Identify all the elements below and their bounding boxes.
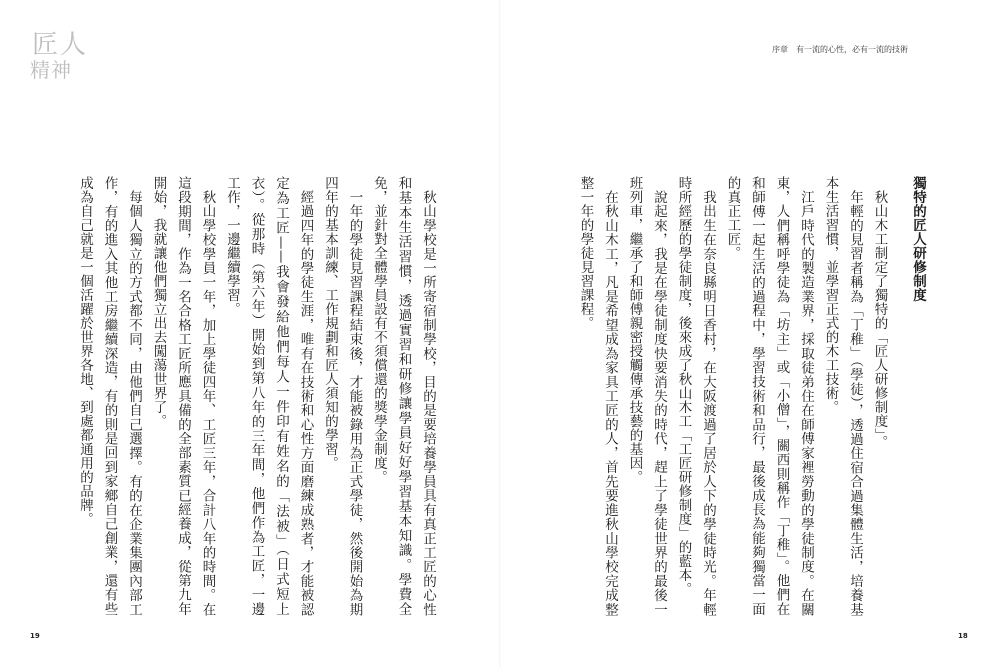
logo-line-1: 匠人 <box>32 30 89 60</box>
paragraph: 我出生在奈良縣明日香村，在大阪渡過了居於人下的學徒時光。年輕時所經歷的學徒制度，後來成了秋山木工「工匠研修制度」的藍本。 <box>675 176 716 616</box>
running-header: 序章 有一流的心性，必有一流的技術 <box>772 45 908 54</box>
paragraph: 每個人獨立的方式都不同，由他們自己選擇。有的在企業集團內部工作，有的進入其他工房繼續深造，有的則是回到家鄉自己創業，還有些成為自己就是一個活躍於世界各地、到處都通用的品牌。 <box>77 176 142 616</box>
section-heading: 獨特的匠人研修制度 <box>910 176 926 302</box>
paragraph: 江戶時代的製造業界，採取徒弟住在師傅家裡勞動的學徒制度。在關東，人們稱呼學徒為「坊主」或「小僧」，關西則稱作「丁稚」。他們在和師傅一起生活的過程中，學習技術和品行，最後成長為能夠獨當一面的真正工匠。 <box>724 176 814 616</box>
paragraph: 經過四年的學徒生涯，唯有在技術和心性方面磨練成熟者，才能被認定為工匠——我會發給他們每人一件印有姓名的「法被」（日式短上衣）。從那時（第六年）開始到第八年的三年間，他們作為工匠，一邊工作，一邊繼續學習。 <box>224 176 314 616</box>
paragraph: 一年的學徒見習課程結束後，才能被錄用為正式學徒，然後開始為期四年的基本訓練、工作規劃和匠人須知的學習。 <box>322 176 363 616</box>
page-number-left: 19 <box>30 632 40 640</box>
left-page-text <box>68 176 440 616</box>
book-logo <box>28 24 98 84</box>
right-page-text <box>577 176 930 616</box>
page-number-right: 18 <box>958 632 968 640</box>
paragraph: 年輕的見習者稱為「丁稚」（學徒），透過住宿合過集體生活，培養基本生活習慣，並學習正式的木工技術。 <box>822 176 863 616</box>
paragraph: 秋山木工制定了獨特的「匠人研修制度」。 <box>871 189 888 449</box>
paragraph: 在秋山木工，凡是希望成為家具工匠的人，首先要進秋山學校完成整整一年的學徒見習課程。 <box>577 176 618 616</box>
logo-line-2: 精神 <box>30 58 72 82</box>
paragraph: 秋山學校學員一年，加上學徒四年、工匠三年，合計八年的時間。在這段期間，作為一名合格工匠所應具備的全部素質已經養成，從第九年開始，我就讓他們獨立出去闖蕩世界了。 <box>150 176 216 616</box>
paragraph: 說起來，我是在學徒制度快要消失的時代，趕上了學徒世界的最後一班列車，繼承了和師傅親密授觸傳承技藝的基因。 <box>626 176 667 616</box>
paragraph: 秋山學校是一所寄宿制學校，目的是要培養學員具有真正工匠的心性和基本生活習慣，透過實習和研修讓學員好好學習基本知識。學費全免，並針對全體學員設有不須償還的獎學金制度。 <box>371 176 436 616</box>
page-gutter <box>499 0 501 667</box>
